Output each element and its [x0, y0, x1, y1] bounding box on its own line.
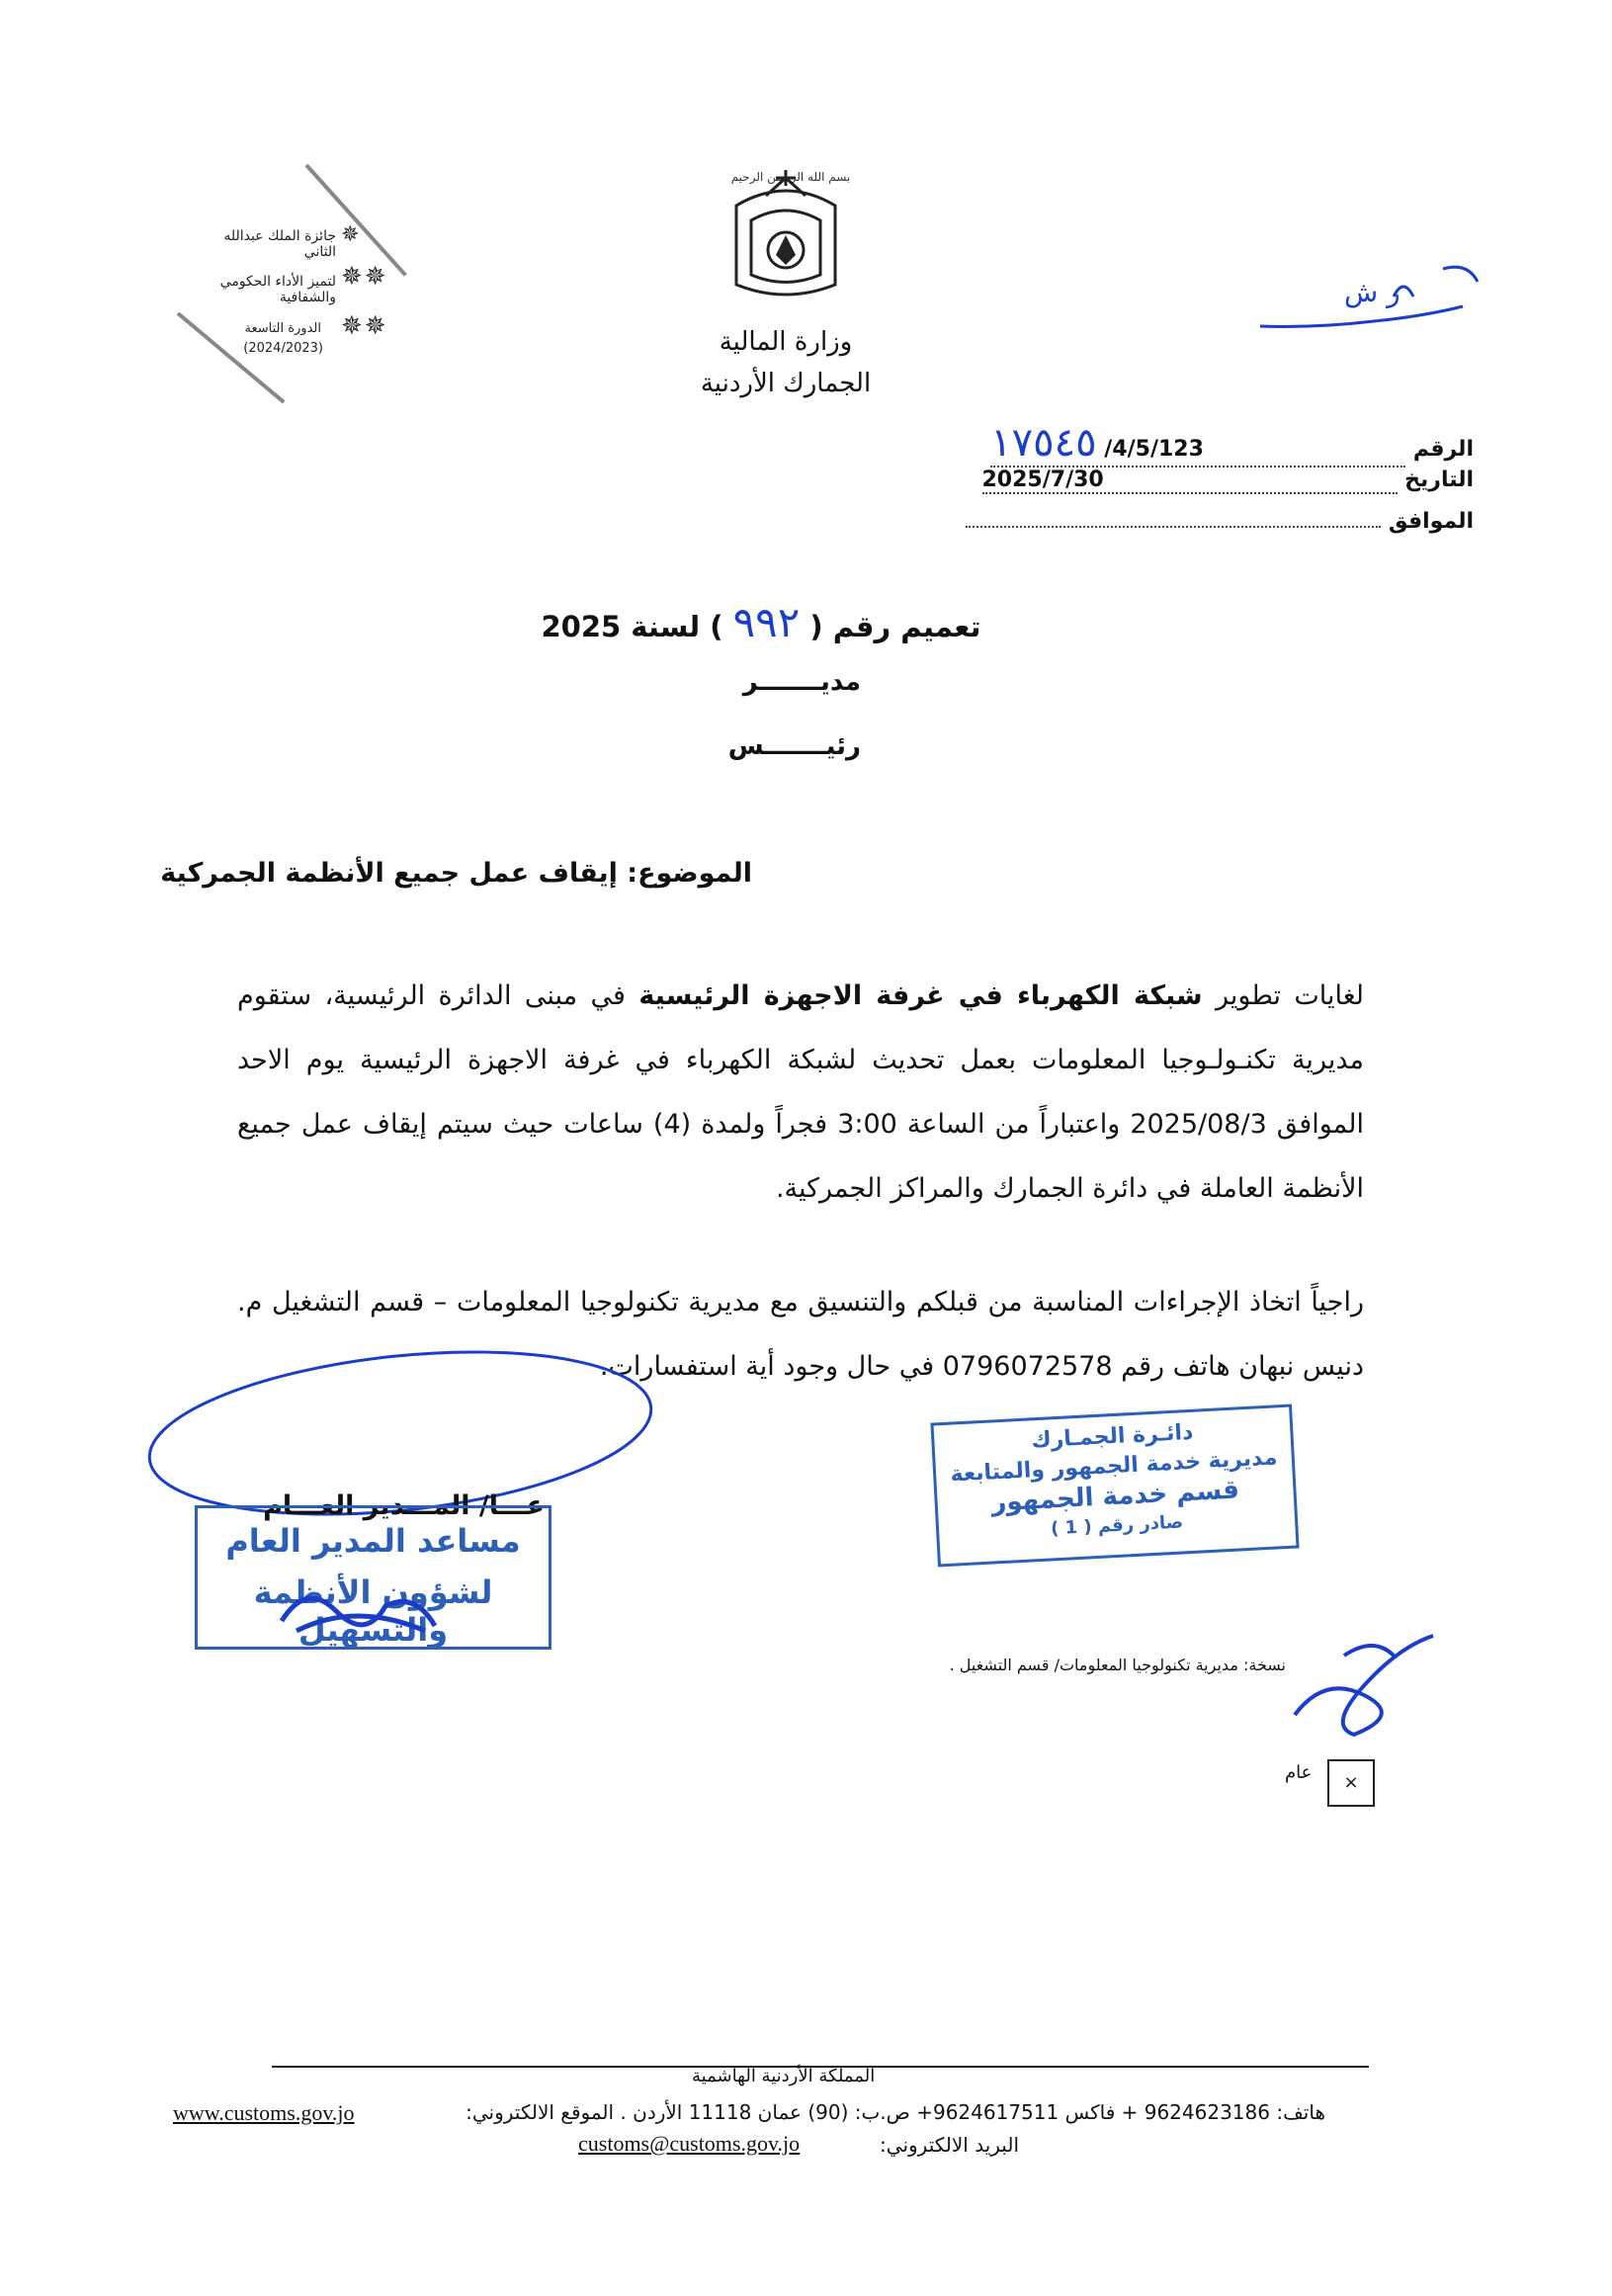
ministry-header: [672, 321, 899, 404]
ref-hijri-field: [966, 526, 1381, 528]
coat-of-arms-icon: [717, 166, 855, 314]
body-p1-post: في مبنى الدائرة الرئيسية، ستقوم مديرية تكنـولـوجيا المعلومات بعمل تحديث لشبكة الكهرباء في غرفة الاجهزة الرئيسية يوم الاحد الموافق 2025/08/3 واعتباراً من الساعة 3:00 فجراً ولمدة (4) ساعات حيث سيتم إيقاف عمل جميع الأنظمة العاملة في دائرة الجمارك والمراكز الجمركية.: [237, 980, 1365, 1204]
stamp-line-1: مساعد المدير العام: [225, 1522, 521, 1560]
ref-date-value: 2025/7/30: [981, 468, 1104, 492]
body-paragraph-1: [237, 964, 1364, 1221]
basmala: بسم الله الرحمن الرحيم: [730, 170, 851, 184]
cc-note: نسخة: مديرية تكنولوجيا المعلومات/ قسم التشغيل .: [949, 1656, 1286, 1674]
ref-hijri-row: [966, 509, 1474, 534]
ref-date-label: التاريخ: [1404, 468, 1474, 492]
body-paragraph-2: راجياً اتخاذ الإجراءات المناسبة من قبلكم والتنسيق مع مديرية تكنولوجيا المعلومات – قسم التشغيل م. دنيس نبهان هاتف رقم 0796072578 في حال وجود أية استفسارات.: [237, 1287, 1364, 1382]
ministry-name: وزارة المالية: [719, 327, 853, 357]
star-icon: ✵✵: [341, 311, 388, 341]
classification-checkbox: ×: [1327, 1759, 1375, 1807]
department-name: الجمارك الأردنية: [700, 369, 872, 398]
ref-number-handwritten: ١٧٥٤٥: [990, 420, 1097, 466]
circular-number-handwritten: ٩٩٢: [732, 598, 801, 646]
body-p1-pre: لغايات تطوير: [1202, 980, 1365, 1011]
circular-prefix: تعميم رقم (: [809, 610, 981, 643]
handwritten-initial-cc: [1285, 1616, 1443, 1744]
public-service-stamp: [930, 1404, 1299, 1568]
classification-label: عام: [1285, 1762, 1313, 1783]
award-logo: [212, 163, 440, 400]
stamp-line-2: لشؤون الأنظمة والتسهيل: [253, 1573, 493, 1649]
addressee-head: رئيـــــــس: [727, 731, 861, 761]
ref-hijri-label: الموافق: [1388, 509, 1474, 534]
award-line-1: جائزة الملك عبدالله الثاني: [223, 228, 336, 260]
circular-suffix: ) لسنة 2025: [541, 610, 723, 643]
ref-number-value: 4/5/123/: [1104, 437, 1204, 462]
ref-number-row: [990, 420, 1474, 468]
ref-date-row: [982, 468, 1475, 494]
subject-line: الموضوع: إيقاف عمل جميع الأنظمة الجمركية: [160, 858, 752, 889]
star-icon: ✵: [341, 222, 362, 247]
ref-number-field: [990, 420, 1405, 468]
handwritten-initials-text: ر ش: [1344, 276, 1400, 308]
handwritten-initials: [1255, 257, 1492, 346]
footer-contact: هاتف: 9624623186 + فاكس 9624617511+ ص.ب: (90) عمان 11118 الأردن . الموقع الالكتروني:: [466, 2100, 1325, 2124]
public-stamp-line-1: دائـرة الجمـارك: [1030, 1419, 1194, 1454]
body-p1-bold: شبكة الكهرباء في غرفة الاجهزة الرئيسية: [638, 980, 1203, 1011]
public-stamp-line-2: مديرية خدمة الجمهور والمتابعة: [949, 1445, 1279, 1488]
signature-title: عـــا/ المـــدير العـــام: [263, 1490, 545, 1521]
footer-email-label: البريد الالكتروني:: [880, 2133, 1019, 2157]
ref-number-label: الرقم: [1412, 437, 1474, 462]
public-stamp-line-3: قسم خدمة الجمهور: [990, 1475, 1240, 1518]
circular-title: [514, 598, 1008, 646]
award-line-2: لتميز الأداء الحكومي والشفافية: [219, 274, 336, 305]
ref-date-field: [982, 468, 1398, 494]
award-line-4: (2024/2023): [243, 341, 323, 356]
footer-country: المملكة الأردنية الهاشمية: [692, 2066, 876, 2086]
footer-email-link[interactable]: customs@customs.gov.jo: [578, 2131, 801, 2156]
addressee-director: مديـــــــر: [742, 667, 861, 697]
public-stamp-line-4: صادر رقم ( 1 ): [1050, 1511, 1184, 1540]
award-line-3: الدورة التاسعة: [244, 321, 321, 336]
signature-scribble: [277, 1572, 445, 1641]
footer-website-link[interactable]: www.customs.gov.jo: [173, 2100, 355, 2125]
star-icon: ✵✵: [341, 262, 388, 292]
